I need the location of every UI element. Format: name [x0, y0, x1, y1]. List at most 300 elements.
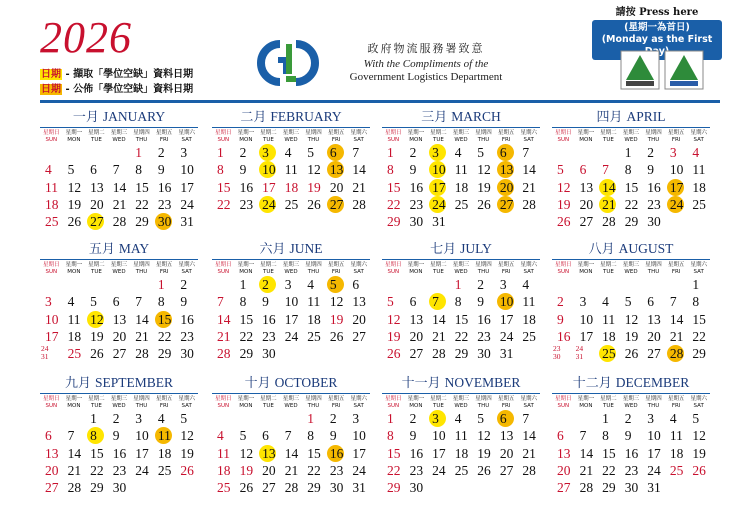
day-number: 7 [432, 294, 439, 310]
day-number: 14 [522, 162, 536, 178]
day-number: 21 [432, 328, 446, 344]
day-number: 20 [45, 462, 59, 478]
empty-cell [280, 410, 303, 427]
day-cell [517, 311, 540, 328]
day-number: 26 [557, 214, 571, 230]
day-number: 23 [262, 328, 276, 344]
day-cell [620, 479, 643, 496]
day-cell [552, 479, 575, 496]
day-number: 13 [329, 162, 344, 178]
day-number: 8 [454, 294, 462, 310]
day-cell [235, 311, 258, 328]
day-number: 18 [157, 445, 172, 461]
empty-cell [382, 276, 405, 293]
day-number: 18 [284, 179, 299, 195]
weekday-sat: 星期六 SAT [350, 262, 367, 275]
day-cell [642, 328, 665, 345]
monday-first-en: (Monday as the First [601, 34, 713, 45]
day-grid [552, 410, 710, 496]
day-cell [450, 179, 473, 196]
weekday-header [382, 130, 540, 144]
day-cell [665, 462, 688, 479]
day-cell [153, 445, 176, 462]
day-cell [257, 161, 280, 178]
day-cell [325, 144, 348, 161]
month-title-zh: 二月 [240, 110, 267, 125]
month-april [552, 108, 710, 230]
empty-cell [212, 410, 235, 427]
day-cell [450, 445, 473, 462]
day-number: 21 [112, 196, 127, 212]
month-july [382, 240, 540, 362]
weekday-thu: 星期四 THU [645, 262, 662, 275]
day-number: 17 [45, 328, 59, 344]
month-title [382, 108, 540, 128]
weekday-sat: 星期六 SAT [520, 396, 537, 409]
day-number: 9 [157, 162, 165, 178]
weekday-mon: 星期一 MON [65, 262, 83, 275]
day-grid [552, 144, 710, 230]
weekday-thu: 星期四 THU [133, 262, 150, 275]
day-cell [495, 410, 518, 427]
day-cell [130, 213, 153, 230]
monday-first-zh: (星期一為首日) [624, 22, 690, 33]
weekday-mon: 星期一 MON [407, 262, 425, 275]
day-number: 13 [90, 179, 104, 195]
day-number: 10 [499, 294, 514, 310]
day-number: 11 [67, 311, 81, 327]
day-number: 4 [522, 277, 530, 292]
day-number: 25 [217, 480, 231, 496]
day-number: 3 [135, 411, 143, 426]
day-number: 2 [262, 277, 269, 292]
day-number: 14 [112, 179, 127, 195]
day-cell [280, 196, 303, 213]
day-cell [85, 445, 108, 462]
day-number: 3 [669, 145, 677, 160]
month-december [552, 374, 710, 496]
day-cell [325, 479, 348, 496]
day-cell [382, 427, 405, 444]
weekday-sun: 星期日 SUN [385, 262, 402, 275]
day-cell [40, 196, 63, 213]
month-title-en: NOVEMBER [444, 375, 521, 390]
day-number: 5 [180, 411, 188, 426]
day-number: 9 [262, 294, 269, 310]
day-cell [63, 345, 86, 362]
day-cell [347, 479, 370, 496]
day-number: 25 [454, 196, 469, 212]
legend-capture [40, 67, 193, 82]
day-number: 10 [180, 162, 194, 178]
day-number: 26 [329, 328, 344, 344]
day-cell [347, 311, 370, 328]
day-cell [325, 161, 348, 178]
day-cell [575, 196, 598, 213]
day-number: 23 [409, 462, 424, 478]
day-cell [325, 410, 348, 427]
empty-cell [40, 276, 63, 293]
month-january [40, 108, 198, 230]
day-number: 29 [454, 346, 469, 362]
day-cell [597, 161, 620, 178]
day-cell [517, 410, 540, 427]
day-cell [347, 161, 370, 178]
day-cell [472, 445, 495, 462]
day-cell [302, 293, 325, 310]
weekday-wed: 星期三 WED [622, 130, 640, 143]
day-number: 10 [432, 428, 446, 444]
weekday-thu: 星期四 THU [645, 130, 662, 143]
day-number: 26 [90, 346, 104, 362]
day-number: 3 [284, 277, 292, 292]
day-number: 5 [477, 145, 485, 160]
day-cell [552, 311, 575, 328]
day-cell [620, 410, 643, 427]
month-october [212, 374, 370, 496]
day-cell [302, 462, 325, 479]
day-number: 6 [262, 428, 269, 444]
weekday-sat: 星期六 SAT [178, 130, 195, 143]
day-cell [153, 276, 176, 293]
day-cell [212, 161, 235, 178]
day-cell [575, 462, 598, 479]
day-number: 2 [477, 277, 485, 292]
day-cell [280, 427, 303, 444]
day-number: 11 [45, 179, 58, 195]
day-cell [552, 427, 575, 444]
day-number: 2 [409, 145, 417, 160]
day-cell [575, 161, 598, 178]
day-cell [280, 161, 303, 178]
weekday-wed: 星期三 WED [110, 262, 128, 275]
day-cell [620, 427, 643, 444]
day-number: 3 [262, 145, 269, 160]
weekday-sat: 星期六 SAT [178, 262, 195, 275]
day-cell [63, 161, 86, 178]
day-number: 17 [432, 179, 446, 195]
day-cell [175, 161, 198, 178]
day-number: 22 [692, 328, 706, 344]
day-number: 6 [90, 162, 97, 178]
day-number: 12 [90, 311, 104, 327]
day-cell [280, 445, 303, 462]
weekday-wed: 星期三 WED [452, 130, 470, 143]
day-number: 26 [477, 462, 491, 478]
day-number: 15 [217, 179, 231, 195]
day-cell [450, 462, 473, 479]
day-number: 11 [217, 445, 230, 461]
day-number: 7 [112, 162, 120, 178]
weekday-tue: 星期二 TUE [88, 130, 105, 143]
day-cell [382, 410, 405, 427]
day-cell [382, 196, 405, 213]
day-cell [175, 462, 198, 479]
day-cell [427, 196, 450, 213]
weekday-header [212, 262, 370, 276]
day-cell [108, 410, 131, 427]
day-cell [40, 213, 63, 230]
empty-cell [575, 410, 598, 427]
day-cell [495, 276, 518, 293]
day-number: 3 [579, 294, 587, 310]
weekday-fri: 星期五 FRI [327, 130, 345, 143]
day-cell [175, 345, 198, 362]
day-cell [427, 144, 450, 161]
day-number: 6 [579, 162, 587, 178]
day-number: 18 [602, 328, 616, 344]
day-number: 4 [67, 294, 75, 310]
day-number: 31 [647, 480, 661, 496]
day-number: 26 [387, 346, 401, 362]
day-number: 28 [522, 462, 536, 478]
day-cell [257, 345, 280, 362]
day-number: 18 [307, 311, 321, 327]
day-number: 25 [157, 462, 172, 478]
day-cell [495, 345, 518, 362]
weekday-wed: 星期三 WED [110, 396, 128, 409]
day-number: 1 [387, 411, 394, 426]
weekday-sun: 星期日 SUN [215, 130, 232, 143]
day-cell [85, 479, 108, 496]
day-cell [175, 213, 198, 230]
day-cell [257, 462, 280, 479]
day-number: 6 [45, 428, 52, 444]
day-cell [212, 144, 235, 161]
weekday-sat: 星期六 SAT [690, 262, 707, 275]
day-number: 7 [67, 428, 75, 444]
day-cell [175, 293, 198, 310]
day-number: 31 [352, 480, 366, 496]
day-number: 15 [692, 311, 706, 327]
day-number: 24 [135, 462, 149, 478]
day-number: 18 [67, 328, 82, 344]
day-number: 30 [112, 480, 127, 496]
day-cell [40, 293, 63, 310]
day-number: 12 [307, 162, 321, 178]
day-cell [687, 179, 710, 196]
empty-cell [85, 276, 108, 293]
day-cell [108, 462, 131, 479]
day-number: 23 [329, 462, 344, 478]
day-number: 9 [239, 162, 247, 178]
day-cell [620, 179, 643, 196]
day-number: 17 [180, 179, 194, 195]
day-number: 3 [45, 294, 52, 310]
day-cell [302, 445, 325, 462]
empty-cell [85, 144, 108, 161]
day-number: 22 [387, 462, 401, 478]
day-cell [153, 179, 176, 196]
day-number: 12 [557, 179, 571, 195]
day-cell [405, 213, 428, 230]
empty-cell [63, 410, 86, 427]
day-cell [63, 196, 86, 213]
day-number: 21 [522, 445, 536, 461]
day-cell [130, 328, 153, 345]
government-name [336, 40, 516, 83]
day-number: 23 [112, 462, 127, 478]
weekday-fri: 星期五 FRI [155, 396, 173, 409]
day-number: 24 [284, 328, 299, 344]
day-cell [427, 161, 450, 178]
gov-name-en-line2: Government Logistics Department [349, 71, 503, 83]
day-number: 14 [522, 428, 536, 444]
day-cell [108, 345, 131, 362]
day-number: 22 [387, 196, 401, 212]
day-cell [63, 328, 86, 345]
day-number: 21 [579, 462, 594, 478]
day-number: 12 [180, 428, 194, 444]
day-cell [575, 311, 598, 328]
day-cell-pair: 23 30 [553, 344, 561, 362]
day-number: 5 [329, 277, 337, 292]
day-cell [665, 328, 688, 345]
day-cell [597, 445, 620, 462]
day-number: 24 [499, 328, 514, 344]
weekday-sat: 星期六 SAT [178, 396, 195, 409]
month-title-zh: 十二月 [572, 376, 612, 391]
day-cell [235, 276, 258, 293]
day-number: 8 [387, 428, 394, 444]
day-number: 22 [454, 328, 469, 344]
day-number: 9 [112, 428, 120, 444]
weekday-mon: 星期一 MON [65, 130, 83, 143]
day-cell [405, 445, 428, 462]
day-number: 31 [180, 214, 194, 230]
day-number: 14 [579, 445, 594, 461]
day-number: 10 [352, 428, 366, 444]
weekday-wed: 星期三 WED [282, 396, 300, 409]
month-march [382, 108, 540, 230]
day-number: 2 [157, 145, 165, 160]
day-number: 13 [409, 311, 424, 327]
day-cell [235, 427, 258, 444]
day-cell [108, 293, 131, 310]
day-number: 3 [180, 145, 188, 160]
day-number: 15 [307, 445, 321, 461]
day-number: 4 [692, 145, 700, 160]
weekday-thu: 星期四 THU [305, 130, 322, 143]
day-number: 12 [239, 445, 254, 461]
day-number: 4 [307, 277, 315, 292]
day-cell [235, 144, 258, 161]
legend-capture-text: - 擷取「學位空缺」資料日期 [62, 69, 194, 80]
day-number: 2 [647, 145, 655, 160]
month-november [382, 374, 540, 496]
day-cell [495, 427, 518, 444]
day-cell [40, 462, 63, 479]
empty-cell [575, 276, 598, 293]
day-number: 9 [409, 162, 417, 178]
day-grid [212, 276, 370, 362]
day-cell [405, 144, 428, 161]
month-title [40, 240, 198, 260]
day-cell [687, 276, 710, 293]
day-cell [257, 179, 280, 196]
day-cell [517, 144, 540, 161]
month-title-en: MARCH [451, 109, 501, 124]
empty-cell [108, 276, 131, 293]
day-cell [552, 179, 575, 196]
empty-cell [40, 144, 63, 161]
day-number: 29 [692, 346, 706, 362]
day-cell [63, 462, 86, 479]
day-number: 18 [522, 311, 536, 327]
day-number: 1 [307, 411, 315, 426]
day-number: 15 [239, 311, 254, 327]
day-number: 16 [477, 311, 491, 327]
day-number: 18 [217, 462, 231, 478]
day-cell [235, 445, 258, 462]
day-cell [85, 427, 108, 444]
day-number: 20 [90, 196, 104, 212]
weekday-header [212, 396, 370, 410]
weekday-wed: 星期三 WED [282, 130, 300, 143]
day-cell [382, 311, 405, 328]
empty-cell [63, 276, 86, 293]
day-cell [575, 479, 598, 496]
month-title-zh: 六月 [259, 242, 286, 257]
day-number: 15 [135, 179, 149, 195]
day-number: 1 [217, 145, 224, 160]
day-number: 27 [647, 346, 661, 362]
weekday-sun: 星期日 SUN [555, 262, 572, 275]
day-number: 27 [557, 480, 571, 496]
day-cell [40, 179, 63, 196]
day-number: 23 [409, 196, 424, 212]
day-number: 29 [90, 480, 104, 496]
day-cell [450, 293, 473, 310]
day-cell [382, 462, 405, 479]
day-number: 10 [135, 428, 149, 444]
weekday-thu: 星期四 THU [305, 396, 322, 409]
day-grid [382, 144, 540, 230]
day-cell [575, 427, 598, 444]
day-cell [472, 345, 495, 362]
day-cell [450, 161, 473, 178]
weekday-mon: 星期一 MON [577, 262, 595, 275]
day-number: 23 [477, 328, 491, 344]
day-cell [495, 161, 518, 178]
day-number: 1 [387, 145, 394, 160]
day-number: 30 [477, 346, 491, 362]
day-cell [517, 445, 540, 462]
day-cell [620, 213, 643, 230]
day-number: 19 [329, 311, 344, 327]
day-number: 28 [669, 346, 684, 362]
day-cell [665, 345, 688, 362]
day-cell [427, 213, 450, 230]
day-cell [85, 213, 108, 230]
day-number: 9 [557, 311, 564, 327]
day-number: 10 [579, 311, 594, 327]
day-number: 31 [432, 214, 446, 230]
day-cell [302, 161, 325, 178]
weekday-wed: 星期三 WED [452, 262, 470, 275]
day-cell [642, 410, 665, 427]
day-number: 20 [499, 445, 514, 461]
day-cell [302, 276, 325, 293]
day-cell [235, 328, 258, 345]
day-number: 25 [284, 196, 299, 212]
day-cell [325, 462, 348, 479]
day-cell [235, 196, 258, 213]
weekday-header [382, 262, 540, 276]
day-cell [665, 445, 688, 462]
weekday-fri: 星期五 FRI [497, 130, 515, 143]
day-cell [687, 427, 710, 444]
